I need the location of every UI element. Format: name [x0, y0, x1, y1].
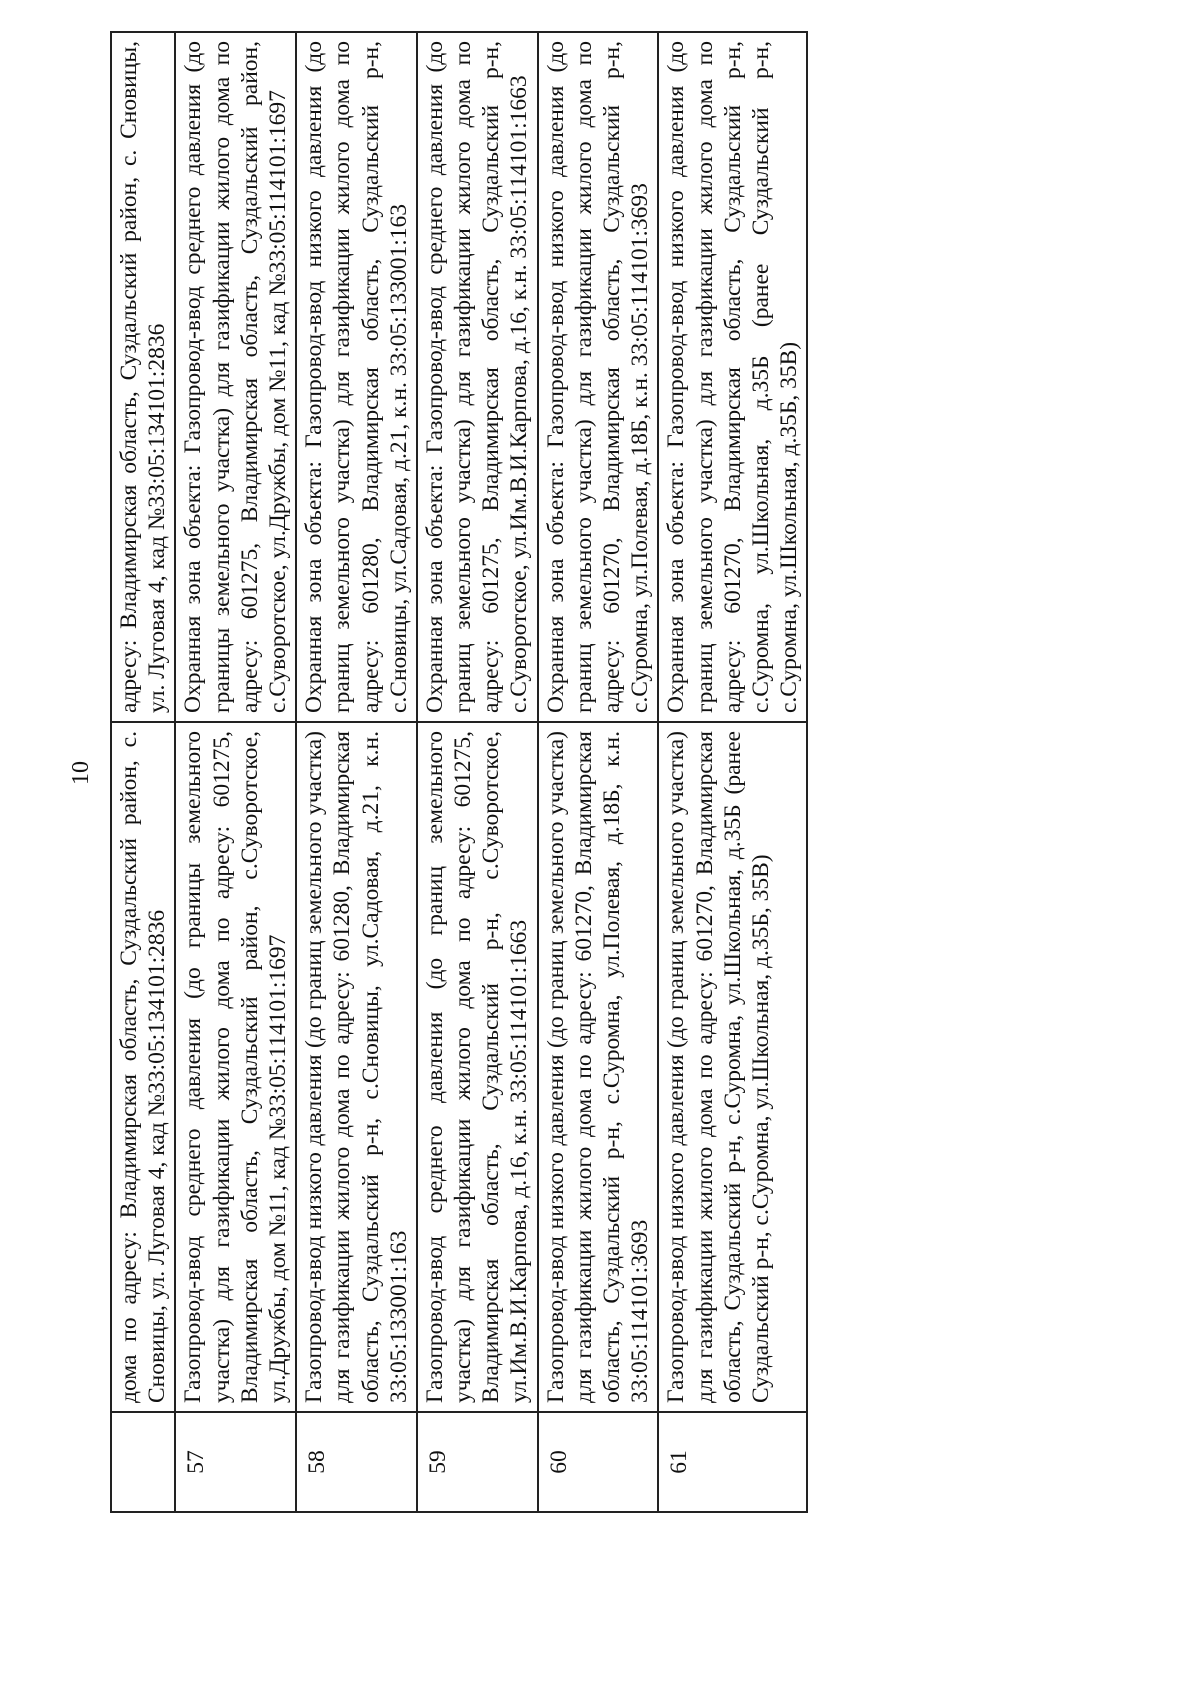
table-row: [111, 32, 175, 1512]
objects-table: [110, 31, 808, 1513]
table-row: [538, 32, 659, 1512]
table-row: [175, 32, 296, 1512]
zone-description: Охранная зона объекта: Газопровод-ввод низкого давления (до границ земельного участка) для газификации жилого дома по адресу: 601280, Владимирская область, Суздальский р-н, с.Сновицы, ул.Садовая, д.21, к.н. 33:05:133001:163: [296, 32, 417, 722]
row-number: 58: [296, 1412, 417, 1512]
object-description: Газопровод-ввод среднего давления (до границы земельного участка) для газификации жилого дома по адресу: 601275, Владимирская область, Суздальский район, с.Суворотское, ул.Дружбы, дом №11, кад №33:05:114101:1697: [175, 722, 296, 1412]
row-number: 57: [175, 1412, 296, 1512]
row-number: 59: [417, 1412, 538, 1512]
table-row: [658, 32, 807, 1512]
row-number: 60: [538, 1412, 659, 1512]
row-number: [111, 1412, 175, 1512]
rotated-page: [68, 33, 1080, 1513]
table-row: [417, 32, 538, 1512]
zone-description: Охранная зона объекта: Газопровод-ввод низкого давления (до границ земельного участка) для газификации жилого дома по адресу: 601270, Владимирская область, Суздальский р-н, с.Суромна, ул.Полевая, д.18Б, к.н. 33:05:114101:3693: [538, 32, 659, 722]
object-description: Газопровод-ввод низкого давления (до границ земельного участка) для газификации жилого дома по адресу: 601270, Владимирская область, Суздальский р-н, с.Суромна, ул.Школьная, д.35Б (ранее Суздальский р-н, с.Суромна, ул.Школьная, д.35Б, 35В): [658, 722, 807, 1412]
row-number: 61: [658, 1412, 807, 1512]
object-description: дома по адресу: Владимирская область, Суздальский район, с. Сновицы, ул. Луговая 4, кад №33:05:134101:2836: [111, 722, 175, 1412]
zone-description: адресу: Владимирская область, Суздальский район, с. Сновицы, ул. Луговая 4, кад №33:05:134101:2836: [111, 32, 175, 722]
zone-description: Охранная зона объекта: Газопровод-ввод среднего давления (до границы земельного участка) для газификации жилого дома по адресу: 601275, Владимирская область, Суздальский район, с.Суворотское, ул.Дружбы, дом №11, кад №33:05:114101:1697: [175, 32, 296, 722]
object-description: Газопровод-ввод низкого давления (до границ земельного участка) для газификации жилого дома по адресу: 601270, Владимирская область, Суздальский р-н, с.Суромна, ул.Полевая, д.18Б, к.н. 33:05:114101:3693: [538, 722, 659, 1412]
table-row: [296, 32, 417, 1512]
page-number: 10: [68, 761, 94, 785]
zone-description: Охранная зона объекта: Газопровод-ввод среднего давления (до границ земельного участка) для газификации жилого дома по адресу: 601275, Владимирская область, Суздальский р-н, с.Суворотское, ул.Им.В.И.Карпова, д.16, к.н. 33:05:114101:1663: [417, 32, 538, 722]
object-description: Газопровод-ввод низкого давления (до границ земельного участка) для газификации жилого дома по адресу: 601280, Владимирская область, Суздальский р-н, с.Сновицы, ул.Садовая, д.21, к.н. 33:05:133001:163: [296, 722, 417, 1412]
zone-description: Охранная зона объекта: Газопровод-ввод низкого давления (до границ земельного участка) для газификации жилого дома по адресу: 601270, Владимирская область, Суздальский р-н, с.Суромна, ул.Школьная, д.35Б (ранее Суздальский р-н, с.Суромна, ул.Школьная, д.35Б, 35В): [658, 32, 807, 722]
object-description: Газопровод-ввод среднего давления (до границ земельного участка) для газификации жилого дома по адресу: 601275, Владимирская область, Суздальский р-н, с.Суворотское, ул.Им.В.И.Карпова, д.16, к.н. 33:05:114101:1663: [417, 722, 538, 1412]
